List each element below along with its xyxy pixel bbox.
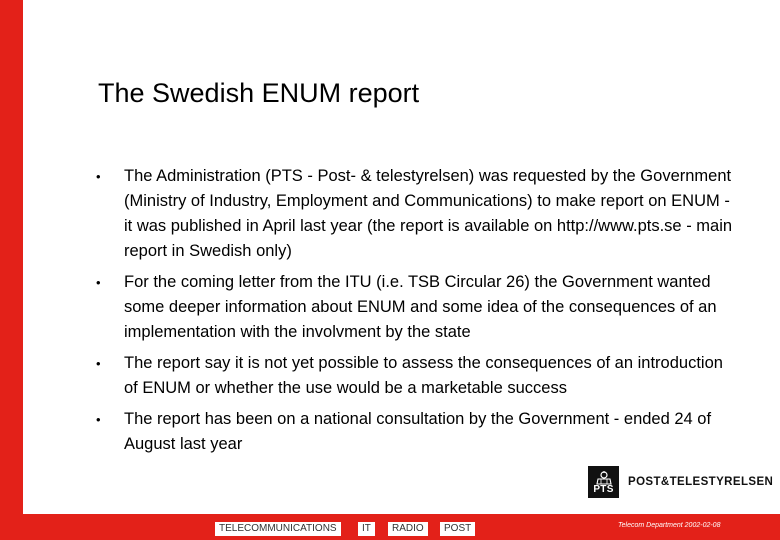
bullet-mark: • <box>96 275 101 290</box>
bullet-text: The report say it is not yet possible to assess the consequences of an introduction of ENUM or whether the use would be a marketable success <box>124 354 723 397</box>
bullet-item <box>96 270 736 345</box>
logo-name: POST&TELESTYRELSEN <box>628 476 774 488</box>
footer-category-telecommunications: TELECOMMUNICATIONS <box>215 522 341 536</box>
bullet-text: The report has been on a national consultation by the Government - ended 24 of August last year <box>124 410 712 453</box>
footer-department: Telecom Department 2002-02-08 <box>618 522 721 529</box>
bullet-item <box>96 407 736 457</box>
bullet-item <box>96 351 736 401</box>
pts-logo-box <box>588 466 619 498</box>
bullet-item <box>96 164 736 264</box>
pts-logo <box>588 466 773 498</box>
footer-category-post: POST <box>440 522 475 536</box>
bullet-mark: • <box>96 169 101 184</box>
bullet-text: For the coming letter from the ITU (i.e. TSB Circular 26) the Government wanted some deeper information about ENUM and some idea of the consequences of an implementation with the involvment by the state <box>124 273 717 341</box>
crown-icon <box>595 471 613 485</box>
slide-title: The Swedish ENUM report <box>98 78 420 108</box>
bullet-text: The Administration (PTS - Post- & telestyrelsen) was requested by the Government (Ministry of Industry, Employment and Communications) to make report on ENUM - it was published in April last year (the report is available on http://www.pts.se - main report in Swedish only) <box>124 167 733 260</box>
footer-category-it: IT <box>358 522 375 536</box>
footer-category-radio: RADIO <box>388 522 428 536</box>
bullet-mark: • <box>96 356 101 371</box>
bullet-mark: • <box>96 412 101 427</box>
left-accent-bar <box>0 0 23 540</box>
logo-box-text: PTS <box>593 484 614 495</box>
bullet-list <box>96 164 736 463</box>
